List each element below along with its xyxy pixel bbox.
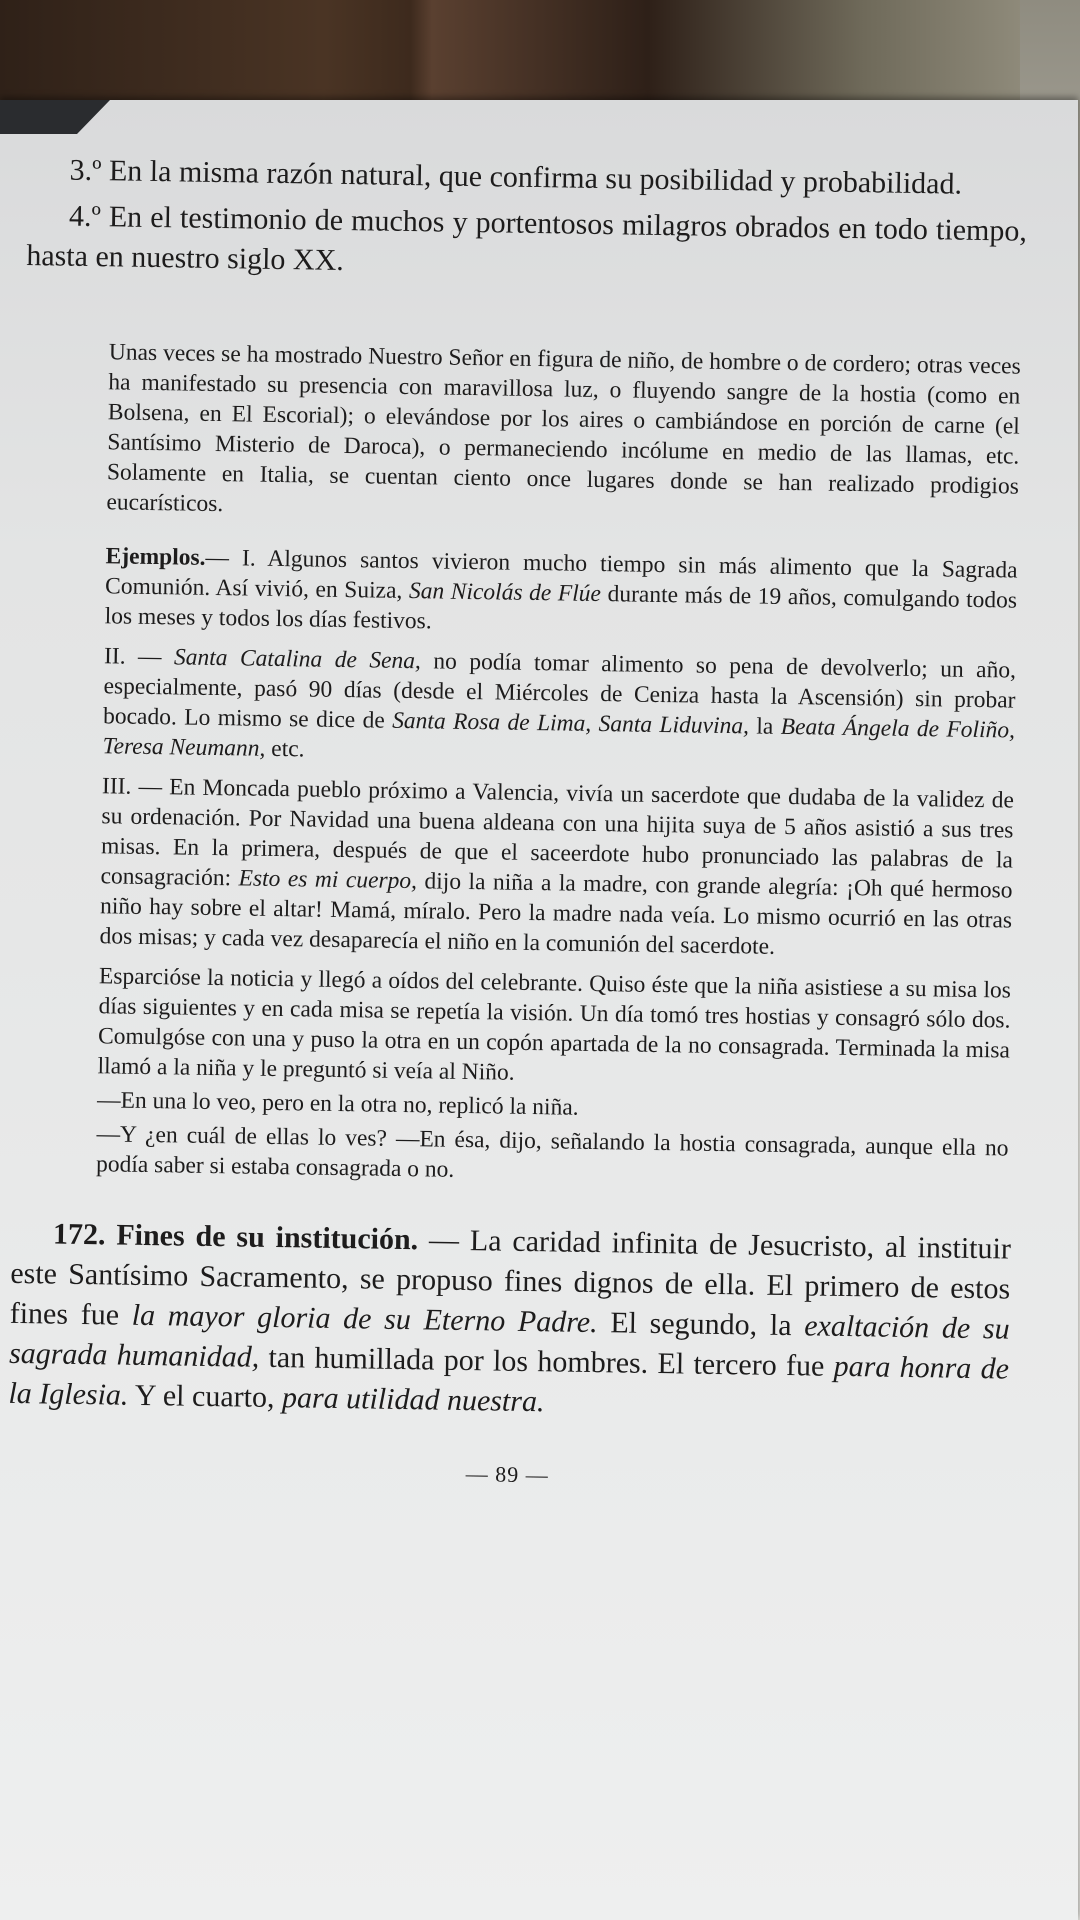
example-2-saints-2: Beata Ángela de Foliño, Teresa Neumann, xyxy=(102,713,1016,762)
examples-label: Ejemplos. xyxy=(105,543,206,571)
example-2-saint: Santa Catalina de Sena, xyxy=(173,644,422,675)
point-3-text: En la misma razón natural, que confirma su posibilidad y probabilidad. xyxy=(108,154,963,201)
example-3-text-a: III. — En Moncada pueblo próximo a Valencia, vivía un sacerdote que dudaba de la validez de su ordenación. Por Navidad una buena aldeana con una hijita suya de 5 años asistió a sus tres misas. En la primera, después de que el saceerdote hubo pronunciado las palabras de la consagración: xyxy=(100,773,1015,892)
example-2-prefix: II. — xyxy=(103,643,175,671)
miracles-paragraph: Unas veces se ha mostrado Nuestro Señor en figura de niño, de hombre o de cordero; otras veces ha manifestado su presencia con maravillosa luz, o fluyendo sangre de la hostia (como en Bolsena, en El Escorial); o elevándose por los aires o cambiándose en porción de carne (el Santísimo Misterio de Daroca), o permaneciendo incólume en medio de las llamas, etc. Solamente en Italia, se cuentan ciento once lugares donde se han realizado prodigios eucarísticos. xyxy=(106,339,1021,518)
point-4-number: 4.º xyxy=(68,199,102,234)
page-text-block xyxy=(7,150,1028,1496)
section-172-end-1: la mayor gloria de su Eterno Padre. xyxy=(131,1298,598,1340)
example-3-dialogue-2: —Y ¿en cuál de ellas lo ves? —En ésa, dijo, señalando la hostia consagrada, aunque ella no podía saber si estaba consagrada o no. xyxy=(95,1121,1009,1183)
example-3-continued: Esparcióse la noticia y llegó a oídos del celebrante. Quiso éste que la niña asistiese a su misa los días siguientes y en cada misa se repetía la visión. Un día tomó tres hostias y consagró sólo dos. Comulgóse con una y puso la otra en un copón apartada de la no consagrada. Terminada la misa llamó a la niña y le preguntó si veía al Niño. xyxy=(97,963,1012,1086)
section-172-text-d: Y el cuarto, xyxy=(128,1378,283,1415)
example-2-etc: etc. xyxy=(265,735,305,763)
section-172 xyxy=(8,1214,1011,1430)
point-4-text: En el testimonio de muchos y portentosos milagros obrados en todo tiempo, hasta en nuestro siglo XX. xyxy=(26,200,1028,277)
example-2-text-a: no podía tomar alimento so pena de devolverlo; un año, especialmente, pasó 90 días (desde el Miércoles de Ceniza hasta la Ascensión) sin probar bocado. Lo mismo se dice de xyxy=(102,648,1017,734)
point-4 xyxy=(26,196,1027,292)
example-3-text-b: dijo la niña a la madre, con grande alegría: ¡Oh qué hermoso niño hay sobre el altar! Mamá, míralo. Pero la madre nada veía. Lo mismo ocurrió en las otras dos misas; y cada vez desaparecía el niño en la comunión del sacerdote. xyxy=(99,868,1013,960)
example-1-text-a: — I. Algunos santos vivieron mucho tiempo sin más alimento que la Sagrada Comunión. Así vivió, en Suiza, xyxy=(104,544,1018,605)
section-172-end-2: exaltación de su sagrada humanidad, xyxy=(8,1309,1010,1374)
wooden-table-background xyxy=(0,0,1080,110)
example-3 xyxy=(99,771,1014,965)
example-2-saints-1: Santa Rosa de Lima, Santa Liduvina, xyxy=(391,707,750,740)
example-3-dialogue-1: —En una lo veo, pero en la otra no, replicó la niña. xyxy=(96,1087,579,1121)
section-172-text-b: El segundo, la xyxy=(597,1306,805,1343)
example-3-quote: Esto es mi cuerpo, xyxy=(238,865,418,895)
example-1-saint: San Nicolás de Flúe xyxy=(408,578,602,608)
section-172-end-4: para utilidad nuestra. xyxy=(281,1381,545,1419)
point-3-number: 3.º xyxy=(69,153,102,188)
page-number: — 89 — xyxy=(465,1461,549,1488)
example-1-text-b: durante más de 19 años, comulgando todos los meses y todos los días festivos. xyxy=(104,581,1018,635)
section-172-text-a: — La caridad infinita de Jesucristo, al instituir este Santísimo Sacramento, se propuso fines dignos de ella. El primero de estos fines fue xyxy=(9,1223,1012,1332)
section-172-text-c: tan humillada por los hombres. El tercero fue xyxy=(258,1340,834,1383)
example-1 xyxy=(104,541,1017,645)
section-172-end-3: para honra de la Iglesia. xyxy=(8,1349,1010,1412)
section-172-heading: 172. Fines de su institución. xyxy=(52,1217,419,1257)
example-2 xyxy=(102,641,1016,775)
example-2-la: la xyxy=(748,713,781,740)
